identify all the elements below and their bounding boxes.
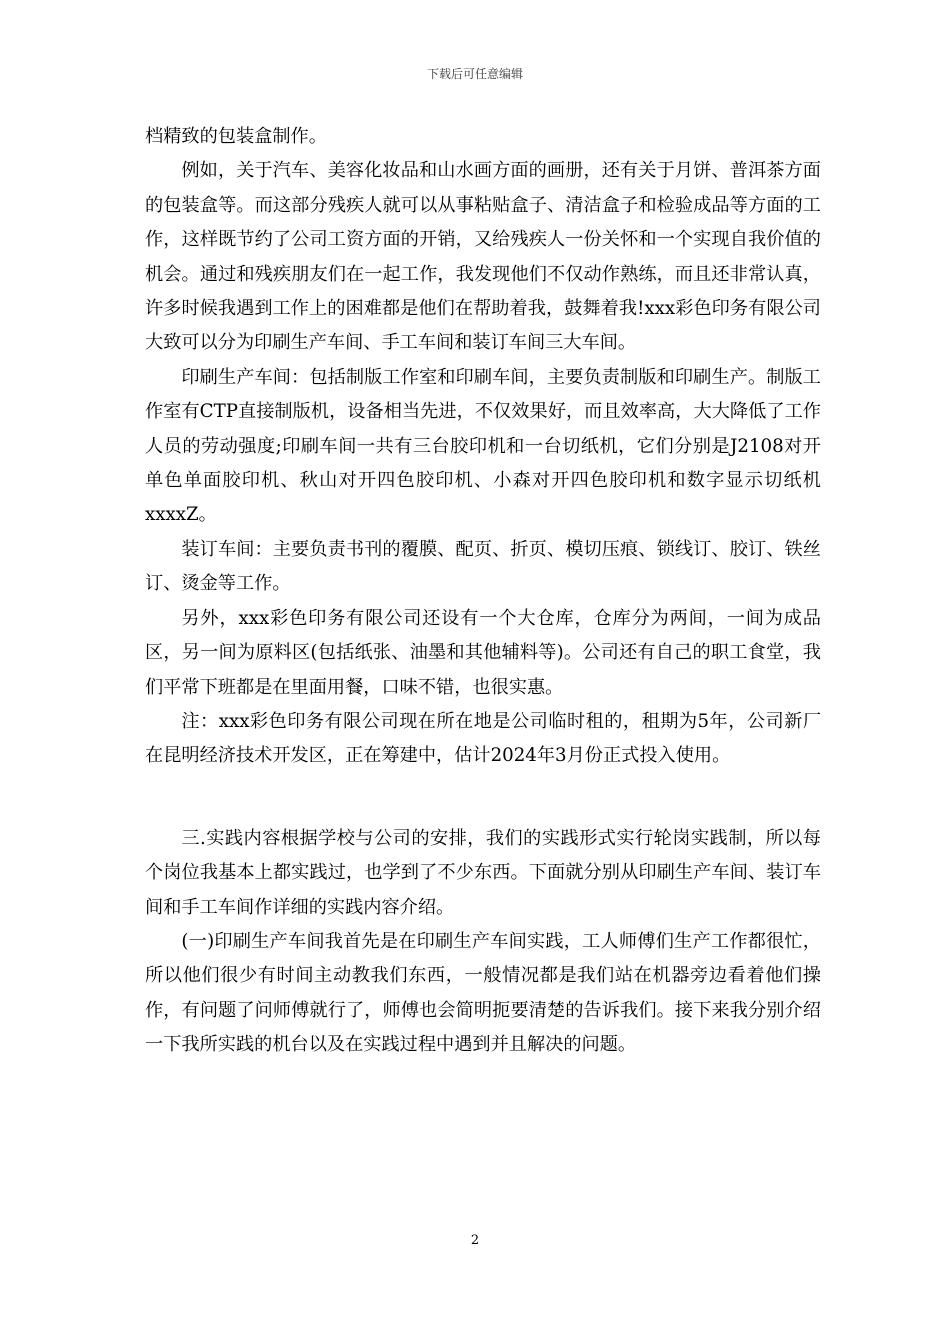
paragraph-section-three: 三.实践内容根据学校与公司的安排，我们的实践形式实行轮岗实践制，所以每个岗位我基本上都实践过，也学到了不少东西。下面就分别从印刷生产车间、装订车间和手工车间作详细的实践内容介绍。 [145,827,821,918]
paragraph-subsection-one: (一)印刷生产车间我首先是在印刷生产车间实践，工人师傅们生产工作都很忙，所以他们很少有时间主动教我们东西，一般情况都是我们站在机器旁边看着他们操作，有问题了问师傅就行了，师傅也会简明扼要清楚的告诉我们。接下来我分别介绍一下我所实践的机台以及在实践过程中遇到并且解决的问题。 [145,930,821,1056]
section-spacer [145,774,821,822]
paragraph-examples: 例如，关于汽车、美容化妆品和山水画方面的画册，还有关于月饼、普洱茶方面的包装盒等。而这部分残疾人就可以从事粘贴盒子、清洁盒子和检验成品等方面的工作，这样既节约了公司工资方面的开销，又给残疾人一份关怀和一个实现自我价值的机会。通过和残疾朋友们在一起工作，我发现他们不仅动作熟练，而且还非常认真，许多时候我遇到工作上的困难都是他们在帮助着我，鼓舞着我!xxx彩色印务有限公司大致可以分为印刷生产车间、手工车间和装订车间三大车间。 [145,160,821,354]
page-number: 2 [470,1233,480,1248]
paragraph-note: 注：xxx彩色印务有限公司现在所在地是公司临时租的，租期为5年，公司新厂在昆明经济技术开发区，正在筹建中，估计2024年3月份正式投入使用。 [145,710,821,767]
paragraph-binding-workshop: 装订车间：主要负责书刊的覆膜、配页、折页、模切压痕、锁线订、胶订、铁丝订、烫金等工作。 [145,538,821,595]
paragraph-printing-workshop: 印刷生产车间：包括制版工作室和印刷车间，主要负责制版和印刷生产。制版工作室有CTP直接制版机，设备相当先进，不仅效果好，而且效率高，大大降低了工作人员的劳动强度;印刷车间一共有三台胶印机和一台切纸机，它们分别是J2108对开单色单面胶印机、秋山对开四色胶印机、小森对开四色胶印机和数字显示切纸机xxxxZ。 [145,366,821,526]
paragraph-warehouse: 另外，xxx彩色印务有限公司还设有一个大仓库，仓库分为两间，一间为成品区，另一间为原料区(包括纸张、油墨和其他辅料等)。公司还有自己的职工食堂，我们平常下班都是在里面用餐，口味不错，也很实惠。 [145,607,821,698]
page-header: 下载后可任意编辑 [426,67,523,81]
document-body [145,120,821,1063]
paragraph-continuation: 档精致的包装盒制作。 [145,126,327,147]
